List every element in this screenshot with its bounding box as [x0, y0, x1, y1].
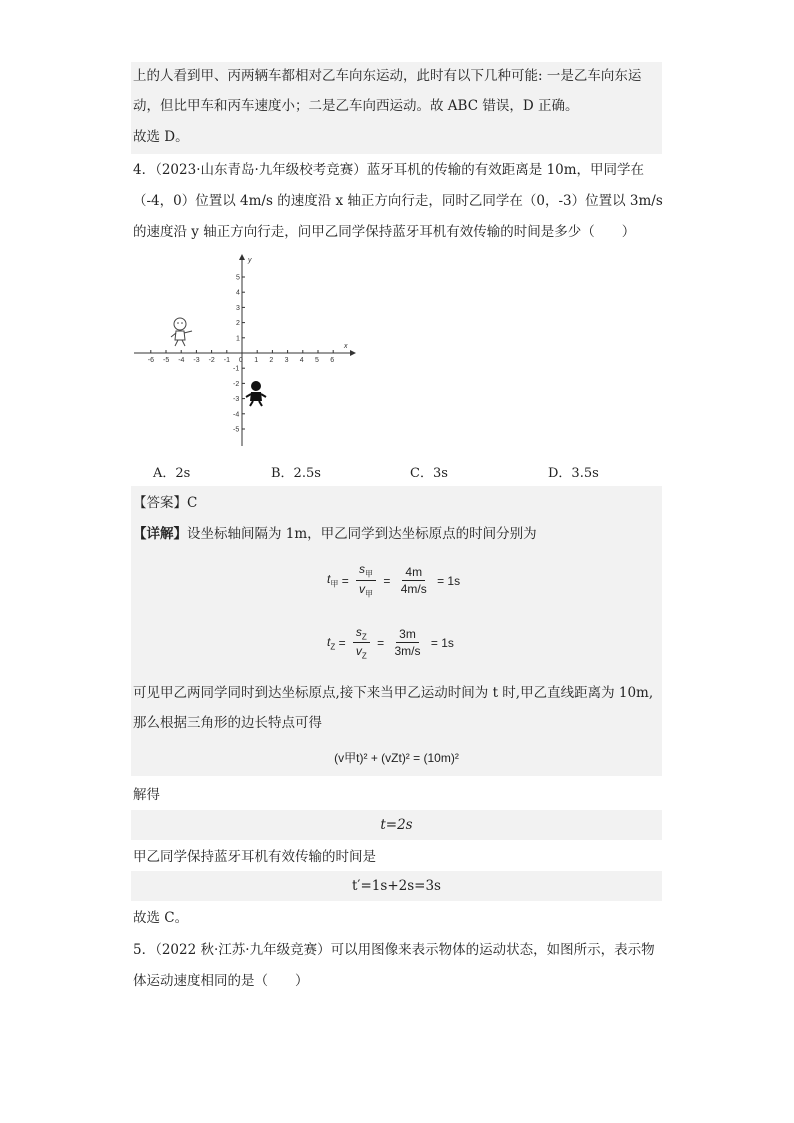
option-c: C．3s: [410, 466, 448, 481]
y-axis-label: y: [248, 257, 252, 264]
y-tick-label: 1: [236, 335, 240, 343]
prev-solution-line: 上的人看到甲、丙两辆车都相对乙车向东运动，此时有以下几种可能: 一是乙车向东运: [133, 68, 642, 84]
final-line: 故选 C。: [133, 910, 189, 926]
x-tick-label: 3: [284, 357, 289, 364]
t-result: t=2s: [131, 810, 662, 840]
option-b: B．2.5s: [271, 466, 321, 481]
x-tick-label: 0: [239, 357, 243, 364]
x-tick-label: -3: [193, 357, 200, 364]
explain-line: 那么根据三角形的边长特点可得: [133, 715, 322, 731]
y-axis-arrow: [239, 254, 245, 260]
x-axis-arrow: [350, 350, 356, 356]
question-5-stem: 5．（2022 秋·江苏·九年级竞赛）可以用图像来表示物体的运动状态，如图所示，表示物: [133, 942, 655, 958]
question-5-stem: 体运动速度相同的是（ ）: [133, 973, 309, 989]
detail-line: [133, 524, 537, 544]
x-tick-label: 2: [269, 357, 274, 364]
formula-t-jia: $t_甲$ = $\frac{s_甲}{v_甲}$ = $\frac{4m}{4m/s}$ = 1s: [327, 562, 461, 599]
y-tick-label: -5: [233, 426, 240, 434]
x-tick-label: -5: [163, 357, 170, 364]
prev-solution-line: 故选 D。: [133, 129, 189, 145]
option-d: D．3.5s: [548, 466, 599, 481]
x-tick-label: -1: [223, 357, 231, 364]
explain-line: 可见甲乙两同学同时到达坐标原点,接下来当甲乙运动时间为 t 时,甲乙直线距离为 10m,: [133, 685, 654, 701]
x-axis-label: x: [344, 343, 348, 350]
answer-line: 【答案】C: [133, 495, 198, 511]
detail-text: 设坐标轴间隔为 1m，甲乙同学到达坐标原点的时间分别为: [187, 526, 537, 542]
x-tick-label: 6: [330, 357, 335, 364]
option-a: A．2s: [153, 466, 191, 481]
person-b-figure: [246, 381, 266, 406]
y-tick-label: 3: [236, 304, 240, 312]
question-4-stem: 4．（2023·山东青岛·九年级校考竞赛）蓝牙耳机的传输的有效距离是 10m，甲同学在: [133, 162, 645, 178]
question-4-stem: 的速度沿 y 轴正方向行走，问甲乙同学保持蓝牙耳机有效传输的时间是多少（ ）: [133, 224, 636, 240]
y-tick-label: -3: [233, 396, 240, 404]
question-4-stem: （-4，0）位置以 4m/s 的速度沿 x 轴正方向行走，同时乙同学在（0，-3）位置以 3m/s: [133, 193, 663, 209]
y-tick-label: -4: [233, 411, 240, 419]
coordinate-graph: [128, 252, 358, 452]
formula-pythagoras: (v甲t)² + (vZt)² = (10m)²: [334, 751, 459, 765]
y-tick-label: -2: [233, 380, 240, 388]
t-total: t′=1s+2s=3s: [131, 871, 662, 901]
conclusion-line: 甲乙同学保持蓝牙耳机有效传输的时间是: [133, 849, 376, 865]
detail-label: 【详解】: [133, 526, 187, 542]
solve-line: 解得: [133, 787, 160, 803]
formula-t-yi: $t_Z$ = $\frac{s_Z}{v_Z}$ = $\frac{3m}{3m/s}$ = 1s: [327, 625, 454, 661]
y-tick-label: -1: [233, 365, 240, 373]
y-tick-label: 2: [236, 320, 240, 328]
x-tick-label: 5: [315, 357, 319, 364]
x-tick-label: -4: [178, 357, 185, 364]
x-tick-label: -2: [208, 357, 215, 364]
y-tick-label: 4: [236, 289, 240, 297]
x-tick-label: 4: [299, 357, 304, 364]
x-tick-label: -6: [147, 357, 155, 364]
prev-solution-line: 动，但比甲车和丙车速度小；二是乙车向西运动。故 ABC 错误，D 正确。: [133, 98, 579, 114]
person-a-figure: [171, 318, 192, 346]
x-tick-label: 1: [254, 357, 259, 364]
y-tick-label: 5: [236, 274, 240, 282]
